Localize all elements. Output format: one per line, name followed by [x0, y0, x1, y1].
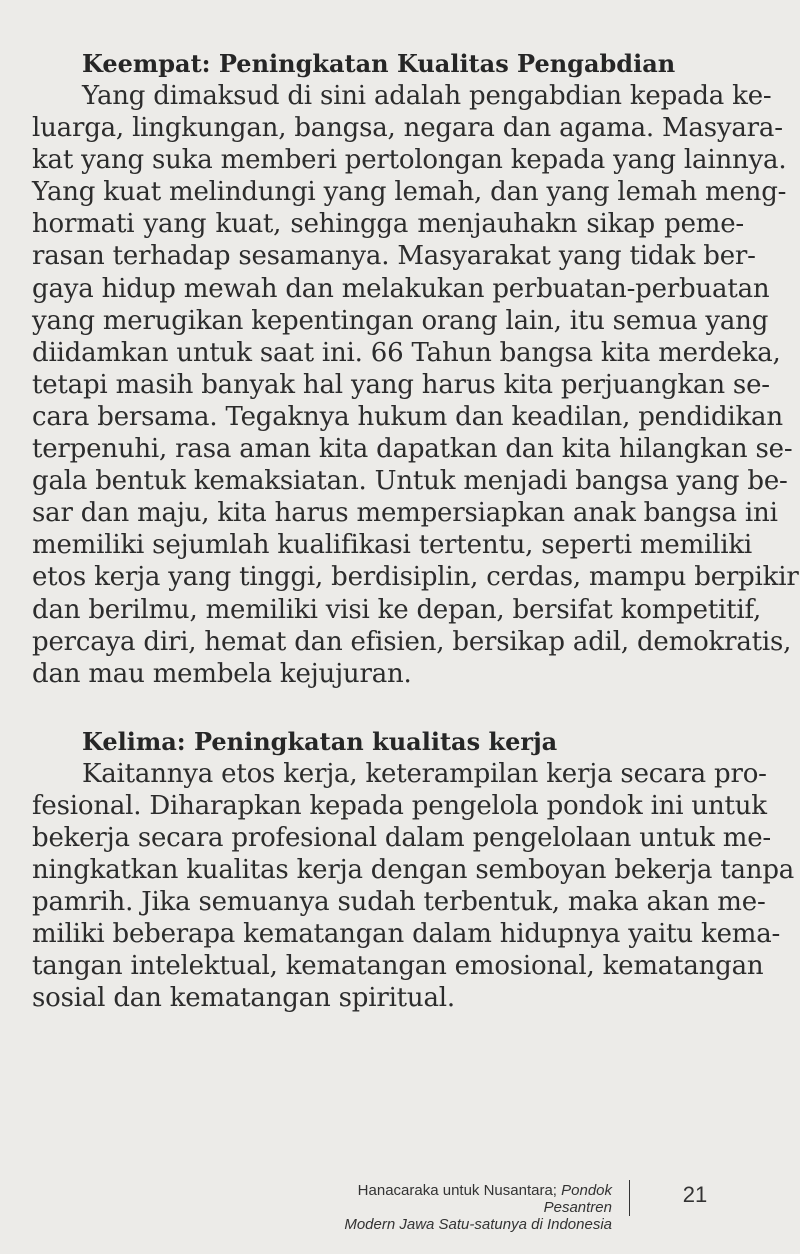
- page-footer: [300, 1180, 740, 1233]
- body-line: ningkatkan kualitas kerja dengan semboyan bekerja tanpa: [32, 855, 795, 886]
- body-line: sosial dan kematangan spiritual.: [32, 983, 455, 1014]
- body-line: gaya hidup mewah dan melakukan perbuatan-perbuatan: [32, 273, 770, 304]
- body-line: sar dan maju, kita harus mempersiapkan anak bangsa ini: [32, 498, 778, 529]
- body-line: rasan terhadap sesamanya. Masyarakat yang tidak ber-: [32, 241, 756, 272]
- body-line: Yang dimaksud di sini adalah pengabdian kepada ke-: [82, 81, 772, 111]
- body-line: tangan intelektual, kematangan emosional, kematangan: [32, 951, 764, 982]
- body-line: diidamkan untuk saat ini. 66 Tahun bangsa kita merdeka,: [32, 337, 781, 368]
- body-line: memiliki sejumlah kualifikasi tertentu, seperti memiliki: [32, 530, 753, 561]
- body-line: Kaitannya etos kerja, keterampilan kerja secara pro-: [82, 758, 767, 789]
- footer-title-line-2: Modern Jawa Satu-satunya di Indonesia: [344, 1216, 612, 1233]
- page-number: 21: [682, 1182, 708, 1207]
- body-line: fesional. Diharapkan kepada pengelola pondok ini untuk: [32, 790, 767, 821]
- body-line: tetapi masih banyak hal yang harus kita perjuangkan se-: [32, 369, 770, 400]
- body-line: dan mau membela kejujuran.: [32, 658, 412, 689]
- body-line: gala bentuk kemaksiatan. Untuk menjadi bangsa yang be-: [32, 466, 788, 497]
- footer-title-italic: Pondok Pesantren: [543, 1182, 612, 1216]
- body-line: Yang kuat melindungi yang lemah, dan yang lemah meng-: [32, 177, 787, 208]
- running-footer-title: [300, 1182, 612, 1233]
- body-line: percaya diri, hemat dan efisien, bersikap adil, demokratis,: [32, 626, 792, 657]
- body-line: bekerja secara profesional dalam pengelolaan untuk me-: [32, 822, 771, 853]
- body-line: miliki beberapa kematangan dalam hidupnya yaitu kema-: [32, 919, 781, 950]
- footer-title-line-1: [300, 1182, 612, 1216]
- body-line: yang merugikan kepentingan orang lain, itu semua yang: [32, 305, 769, 336]
- text-column: [32, 48, 799, 1015]
- body-line: dan berilmu, memiliki visi ke depan, bersifat kompetitif,: [32, 594, 762, 625]
- section-five-body: [32, 758, 795, 1015]
- body-line: etos kerja yang tinggi, berdisiplin, cerdas, mampu berpikir: [32, 562, 799, 593]
- body-line: hormati yang kuat, sehingga menjauhakn sikap peme-: [32, 209, 744, 240]
- body-line: cara bersama. Tegaknya hukum dan keadilan, pendidikan: [32, 401, 783, 432]
- section-four-body: [32, 80, 799, 690]
- footer-divider: [629, 1180, 630, 1216]
- footer-title-plain: Hanacaraka untuk Nusantara;: [357, 1182, 562, 1199]
- body-line: terpenuhi, rasa aman kita dapatkan dan kita hilangkan se-: [32, 434, 793, 465]
- section-spacer: [32, 690, 744, 726]
- section-four-heading: Keempat: Peningkatan Kualitas Pengabdian: [82, 49, 676, 78]
- body-line: luarga, lingkungan, bangsa, negara dan agama. Masyara-: [32, 113, 783, 144]
- body-line: kat yang suka memberi pertolongan kepada yang lainnya.: [32, 145, 787, 176]
- section-five-heading: Kelima: Peningkatan kualitas kerja: [82, 726, 558, 756]
- body-line: pamrih. Jika semuanya sudah terbentuk, maka akan me-: [32, 887, 766, 918]
